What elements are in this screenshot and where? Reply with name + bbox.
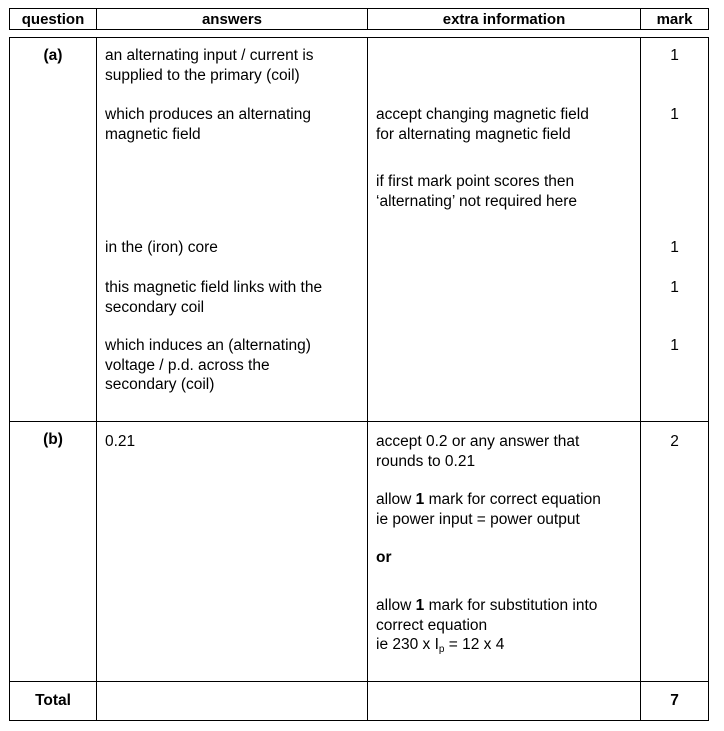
extra-line (376, 490, 601, 510)
answer-a2 (105, 105, 311, 144)
header-answers: answers (97, 9, 368, 30)
answer-line: this magnetic field links with the (105, 279, 323, 296)
answer-a1 (105, 46, 314, 85)
extra-a2 (376, 172, 577, 211)
part-b-label: (b) (10, 422, 97, 682)
extra-a1 (376, 105, 589, 144)
extra-b-allow-equation (376, 490, 601, 529)
mark-a1: 1 (670, 47, 679, 64)
part-b-extra (368, 422, 641, 682)
extra-line: rounds to 0.21 (376, 452, 476, 470)
mark-a4: 1 (670, 279, 679, 296)
part-a-extra (368, 38, 641, 422)
header-mark: mark (641, 9, 709, 30)
answer-line: which induces an (alternating) (105, 337, 311, 354)
extra-b-accept (376, 432, 579, 471)
extra-bold-mark: 1 (415, 597, 425, 614)
answer-line: which produces an alternating (105, 106, 311, 123)
answer-line: magnetic field (105, 125, 201, 143)
mark-a5: 1 (670, 337, 679, 354)
header-question: question (10, 9, 97, 30)
extra-text: mark for correct equation (424, 491, 601, 508)
header-extra-information: extra information (368, 9, 641, 30)
part-a-row (9, 37, 709, 422)
extra-text: allow (376, 491, 416, 508)
mark-scheme-header (9, 8, 709, 30)
answer-line: supplied to the primary (coil) (105, 66, 300, 84)
equation-subscript: p (438, 644, 445, 655)
part-b-answers (97, 422, 368, 682)
total-extra-empty (368, 682, 641, 721)
extra-line: for alternating magnetic field (376, 125, 571, 143)
extra-equation (376, 635, 597, 655)
extra-line: correct equation (376, 616, 488, 634)
total-answers-empty (97, 682, 368, 721)
extra-b-allow-substitution (376, 596, 597, 655)
answer-a5 (105, 336, 311, 395)
part-a-label: (a) (10, 38, 97, 422)
part-a-marks (641, 38, 709, 422)
part-a-answers (97, 38, 368, 422)
extra-line (376, 596, 597, 616)
equation-text: = 12 x 4 (444, 636, 505, 653)
extra-line: ‘alternating’ not required here (376, 192, 578, 210)
answer-b: 0.21 (105, 433, 136, 450)
answer-a4 (105, 278, 322, 317)
extra-text: allow (376, 597, 416, 614)
total-mark: 7 (641, 682, 709, 721)
extra-line: accept changing magnetic field (376, 106, 589, 123)
part-b-row (9, 421, 709, 682)
total-row (9, 681, 709, 721)
answer-line: secondary (coil) (105, 376, 215, 393)
answer-line: in the (iron) core (105, 239, 218, 256)
extra-bold-mark: 1 (415, 491, 425, 508)
extra-line: accept 0.2 or any answer that (376, 433, 580, 450)
answer-line: voltage / p.d. across the (105, 356, 270, 374)
extra-line: if first mark point scores then (376, 173, 575, 190)
mark-b: 2 (670, 433, 679, 450)
mark-a2: 1 (670, 106, 679, 123)
equation-text: ie 230 x I (376, 636, 439, 653)
answer-a3 (105, 238, 218, 258)
part-b-marks (641, 422, 709, 682)
extra-line: ie power input = power output (376, 510, 580, 528)
extra-text: mark for substitution into (424, 597, 598, 614)
answer-line: an alternating input / current is (105, 47, 314, 64)
total-label: Total (10, 682, 97, 721)
mark-a3: 1 (670, 239, 679, 256)
answer-line: secondary coil (105, 298, 205, 316)
extra-b-or: or (376, 549, 392, 566)
